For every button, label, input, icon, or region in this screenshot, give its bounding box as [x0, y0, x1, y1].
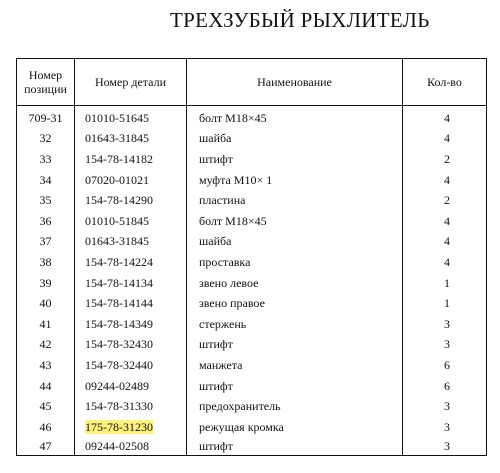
table-row [17, 314, 487, 335]
table-row [17, 232, 487, 253]
cell-part-number: 07020-01021 [75, 170, 187, 191]
cell-part-number: 01643-31845 [75, 129, 187, 150]
cell-name: штифт [187, 376, 403, 397]
cell-quantity: 3 [403, 438, 487, 456]
table-row [17, 355, 487, 376]
cell-part-number: 01010-51845 [75, 211, 187, 232]
cell-name: предохранитель [187, 396, 403, 417]
cell-quantity: 3 [403, 335, 487, 356]
cell-part-number: 09244-02489 [75, 376, 187, 397]
cell-quantity: 6 [403, 376, 487, 397]
cell-position: 40 [17, 293, 75, 314]
highlighted-part-number: 175-78-31230 [85, 419, 153, 434]
cell-quantity: 6 [403, 355, 487, 376]
cell-position: 43 [17, 355, 75, 376]
cell-name: шайба [187, 232, 403, 253]
cell-position: 32 [17, 129, 75, 150]
cell-position: 46 [17, 417, 75, 438]
cell-part-number: 154-78-14182 [75, 149, 187, 170]
cell-position: 42 [17, 335, 75, 356]
parts-table [16, 58, 487, 456]
cell-name: звено левое [187, 273, 403, 294]
cell-part-number: 01643-31845 [75, 232, 187, 253]
cell-quantity: 4 [403, 170, 487, 191]
table-row [17, 252, 487, 273]
cell-part-number: 09244-02508 [75, 438, 187, 456]
cell-name: пластина [187, 190, 403, 211]
table-body [17, 106, 487, 456]
cell-quantity: 1 [403, 293, 487, 314]
cell-name: штифт [187, 149, 403, 170]
cell-quantity: 4 [403, 106, 487, 129]
cell-part-number: 154-78-31330 [75, 396, 187, 417]
cell-quantity: 3 [403, 314, 487, 335]
cell-position: 35 [17, 190, 75, 211]
table-row [17, 417, 487, 438]
cell-part-number: 154-78-14144 [75, 293, 187, 314]
cell-position: 34 [17, 170, 75, 191]
cell-quantity: 2 [403, 149, 487, 170]
cell-quantity: 3 [403, 417, 487, 438]
table-header-row [17, 59, 487, 106]
cell-quantity: 4 [403, 129, 487, 150]
cell-position: 37 [17, 232, 75, 253]
cell-position: 45 [17, 396, 75, 417]
table-row [17, 273, 487, 294]
cell-part-number: 154-78-32440 [75, 355, 187, 376]
document-title: ТРЕХЗУБЫЙ РЫХЛИТЕЛЬ [170, 8, 430, 32]
table-row [17, 106, 487, 129]
column-header-position: Номер позиции [17, 59, 75, 106]
cell-name: стержень [187, 314, 403, 335]
cell-part-number: 01010-51645 [75, 106, 187, 129]
cell-quantity: 4 [403, 252, 487, 273]
cell-position: 39 [17, 273, 75, 294]
cell-quantity: 4 [403, 211, 487, 232]
cell-name: штифт [187, 438, 403, 456]
cell-position: 38 [17, 252, 75, 273]
cell-name: звено правое [187, 293, 403, 314]
cell-part-number: 154-78-14290 [75, 190, 187, 211]
cell-name: штифт [187, 335, 403, 356]
cell-position: 36 [17, 211, 75, 232]
cell-name: муфта М10× 1 [187, 170, 403, 191]
table-row [17, 335, 487, 356]
cell-quantity: 1 [403, 273, 487, 294]
cell-quantity: 3 [403, 396, 487, 417]
table-row [17, 170, 487, 191]
cell-position: 709-31 [17, 106, 75, 129]
cell-name: шайба [187, 129, 403, 150]
table-row [17, 293, 487, 314]
cell-name: манжета [187, 355, 403, 376]
cell-position: 44 [17, 376, 75, 397]
cell-part-number: 154-78-14349 [75, 314, 187, 335]
cell-position: 33 [17, 149, 75, 170]
cell-part-number: 154-78-14224 [75, 252, 187, 273]
table-row [17, 129, 487, 150]
cell-quantity: 4 [403, 232, 487, 253]
cell-part-number: 154-78-32430 [75, 335, 187, 356]
cell-position: 41 [17, 314, 75, 335]
cell-part-number [75, 417, 187, 438]
column-header-name: Наименование [187, 59, 403, 106]
column-header-part-number: Номер детали [75, 59, 187, 106]
table-row [17, 190, 487, 211]
cell-quantity: 2 [403, 190, 487, 211]
table-row [17, 396, 487, 417]
table-row [17, 211, 487, 232]
table-row [17, 438, 487, 456]
cell-name: болт М18×45 [187, 211, 403, 232]
cell-name: болт М18×45 [187, 106, 403, 129]
cell-position: 47 [17, 438, 75, 456]
cell-name: режущая кромка [187, 417, 403, 438]
column-header-quantity: Кол-во [403, 59, 487, 106]
table-row [17, 149, 487, 170]
cell-name: проставка [187, 252, 403, 273]
table-row [17, 376, 487, 397]
cell-part-number: 154-78-14134 [75, 273, 187, 294]
